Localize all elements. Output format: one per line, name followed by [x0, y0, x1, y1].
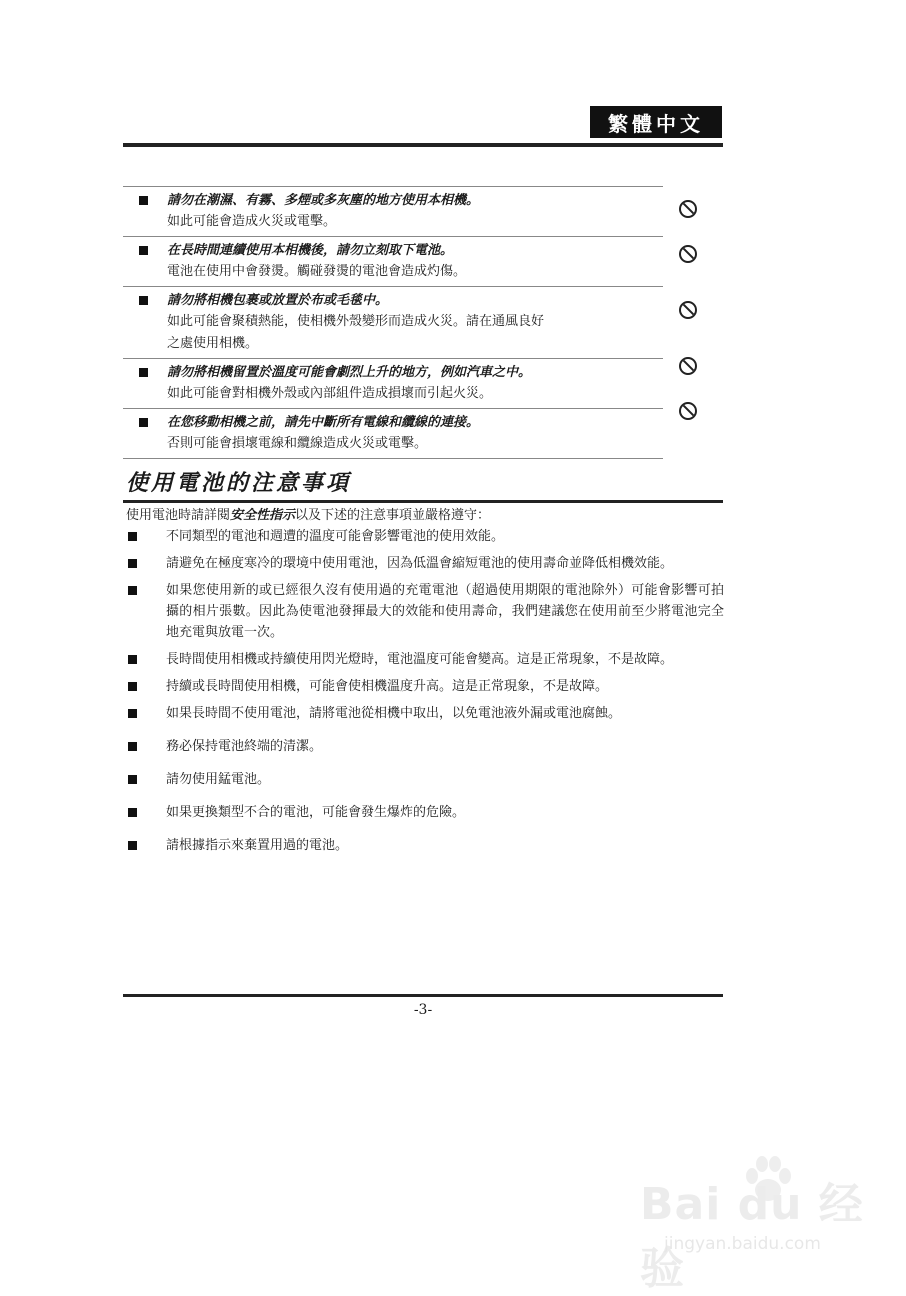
baidu-watermark: [640, 1150, 880, 1294]
list-item: 務必保持電池終端的清潔。: [126, 736, 724, 757]
warning-body: 如此可能會聚積熱能，使相機外殼變形而造成火災。請在通風良好: [167, 314, 545, 329]
watermark-logo: Bai du 经验: [640, 1179, 864, 1294]
list-item: 如果您使用新的或已經很久沒有使用過的充電電池（超過使用期限的電池除外）可能會影響可拍攝的相片張數。因此為使電池發揮最大的效能和使用壽命，我們建議您在使用前至少將電池完全地充電與放電一次。: [126, 580, 724, 643]
prohibited-icon: [679, 200, 697, 218]
warning-heading: 請勿在潮濕、有霧、多煙或多灰塵的地方使用本相機。: [123, 191, 663, 211]
section-title: 使用電池的注意事項: [126, 470, 352, 496]
bullet-square-icon: [128, 775, 137, 784]
list-item: 持續或長時間使用相機，可能會使相機溫度升高。這是正常現象，不是故障。: [126, 676, 724, 697]
list-item: 如果更換類型不合的電池，可能會發生爆炸的危險。: [126, 802, 724, 823]
list-item: 如果長時間不使用電池，請將電池從相機中取出，以免電池液外漏或電池腐蝕。: [126, 703, 724, 724]
warning-row: [123, 409, 663, 459]
warning-heading: 在您移動相機之前，請先中斷所有電線和纜線的連接。: [123, 413, 663, 433]
warning-body: 如此可能會對相機外殼或內部組件造成損壞而引起火災。: [167, 386, 493, 401]
warning-heading: 請勿將相機包裹或放置於布或毛毯中。: [123, 291, 663, 311]
list-item: 請勿使用錳電池。: [126, 769, 724, 790]
section-rule: [123, 500, 723, 503]
list-item: 長時間使用相機或持續使用閃光燈時，電池溫度可能會變高。這是正常現象，不是故障。: [126, 649, 724, 670]
prohibited-icon: [679, 402, 697, 420]
warning-row: [123, 359, 663, 409]
warning-body: 之處使用相機。: [167, 336, 259, 351]
list-item: 請根據指示來棄置用過的電池。: [126, 835, 724, 856]
warning-body: 否則可能會損壞電線和纜線造成火災或電擊。: [167, 436, 428, 451]
bullet-square-icon: [128, 532, 137, 541]
bullet-square-icon: [128, 655, 137, 664]
list-item: 請避免在極度寒冷的環境中使用電池，因為低溫會縮短電池的使用壽命並降低相機效能。: [126, 553, 724, 574]
prohibited-icon: [679, 245, 697, 263]
warning-table: [123, 186, 663, 459]
list-item: 不同類型的電池和週遭的溫度可能會影響電池的使用效能。: [126, 526, 724, 547]
bullet-square-icon: [139, 368, 148, 377]
bullet-square-icon: [128, 682, 137, 691]
top-rule: [123, 143, 723, 147]
watermark-url: jingyan.baidu.com: [664, 1234, 821, 1254]
warning-row: [123, 287, 663, 359]
prohibited-icon: [679, 301, 697, 319]
warning-body: 電池在使用中會發燙。觸碰發燙的電池會造成灼傷。: [167, 264, 467, 279]
bullet-square-icon: [139, 296, 148, 305]
warning-body: 如此可能會造成火災或電擊。: [167, 214, 337, 229]
bullet-square-icon: [128, 559, 137, 568]
warning-row: [123, 187, 663, 237]
battery-notes-list: [126, 526, 724, 862]
bottom-rule: [123, 994, 723, 997]
bullet-square-icon: [128, 841, 137, 850]
page-number: -3-: [413, 1002, 433, 1018]
bullet-square-icon: [139, 418, 148, 427]
safety-instructions-reference: 安全性指示: [230, 508, 296, 523]
bullet-square-icon: [139, 246, 148, 255]
bullet-square-icon: [128, 586, 137, 595]
bullet-square-icon: [139, 196, 148, 205]
intro-text: 使用電池時請詳閱安全性指示以及下述的注意事項並嚴格遵守：: [126, 508, 491, 523]
warning-heading: 請勿將相機留置於溫度可能會劇烈上升的地方，例如汽車之中。: [123, 363, 663, 383]
language-tab: 繁體中文: [590, 106, 722, 138]
bullet-square-icon: [128, 709, 137, 718]
warning-row: [123, 237, 663, 287]
bullet-square-icon: [128, 742, 137, 751]
warning-heading: 在長時間連續使用本相機後，請勿立刻取下電池。: [123, 241, 663, 261]
prohibited-icon: [679, 357, 697, 375]
bullet-square-icon: [128, 808, 137, 817]
